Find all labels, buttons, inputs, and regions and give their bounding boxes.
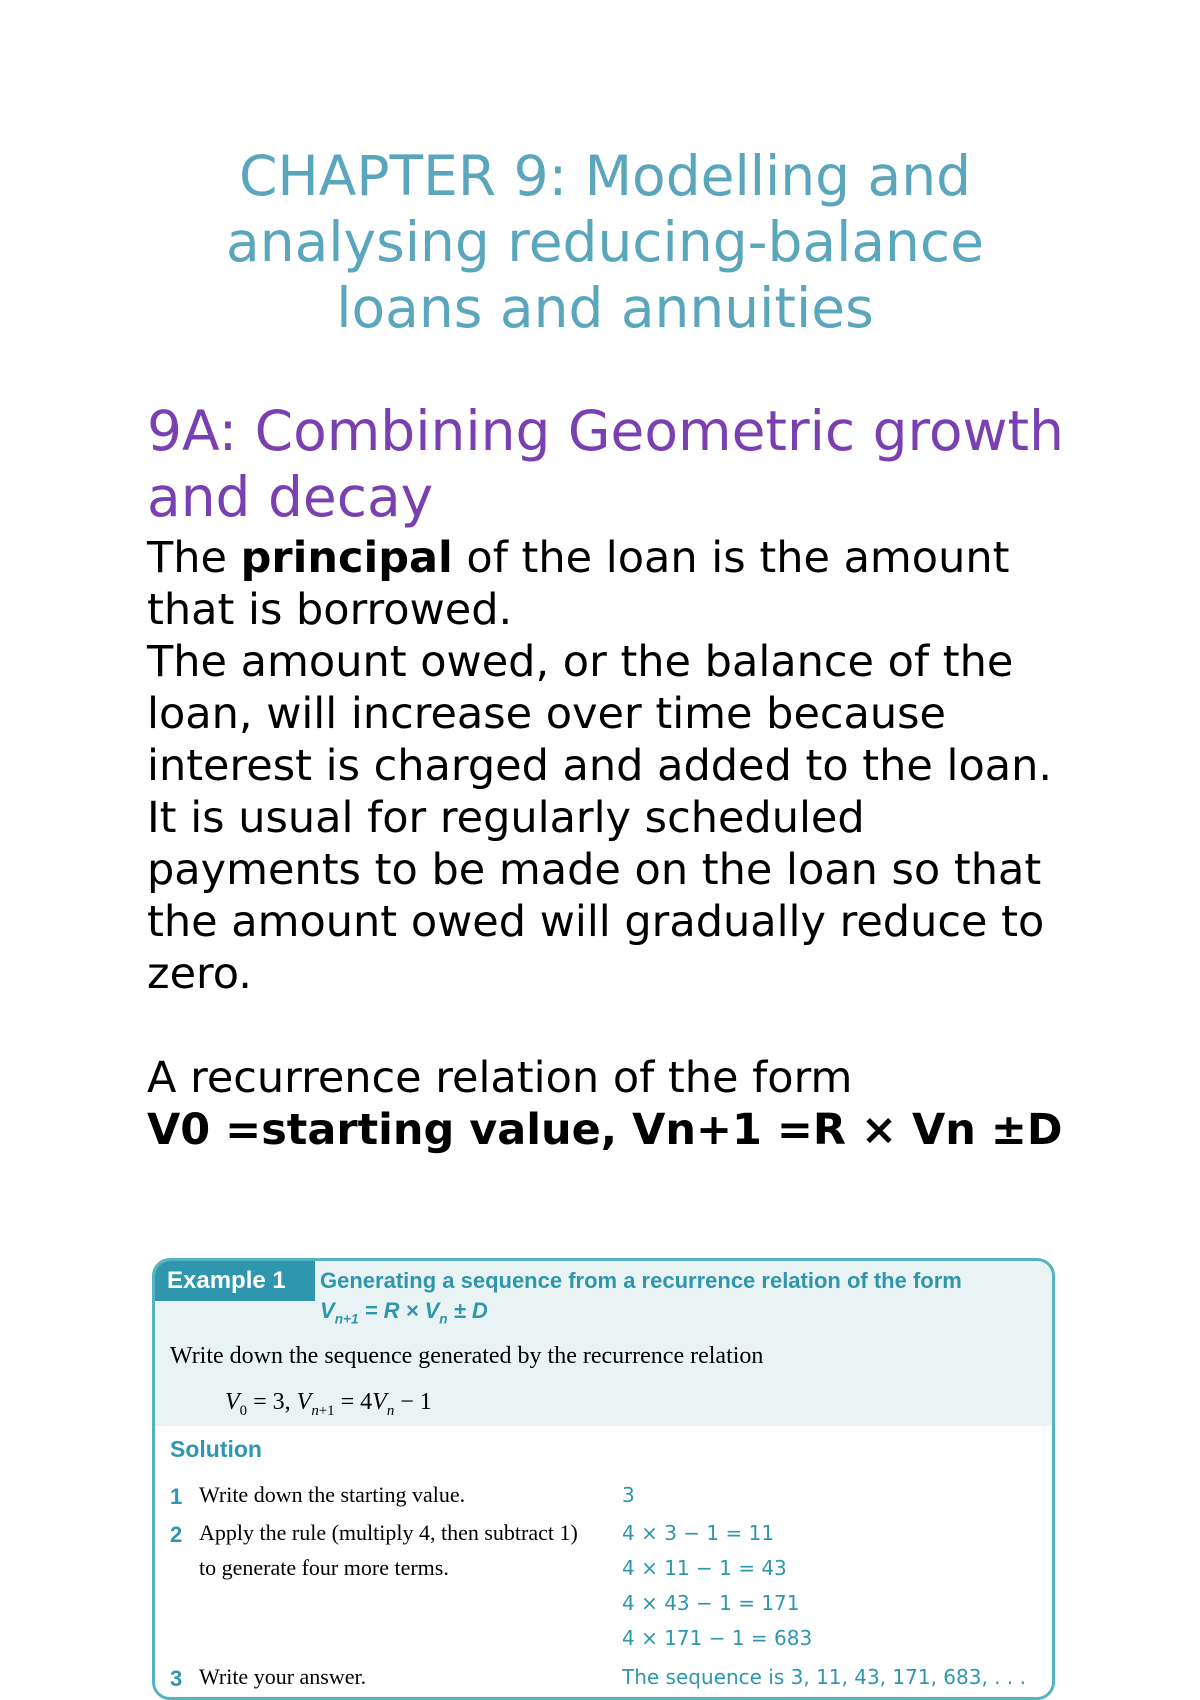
chapter-title: CHAPTER 9: Modelling and analysing reducing-balance loans and annuities — [226, 144, 984, 340]
example-box — [152, 1258, 1055, 1700]
principal-term: principal — [240, 533, 453, 583]
step-number: 3 — [170, 1666, 183, 1691]
example-relation: $V_0 = 3$, $V_{n+1} = 4V_n - 1$ — [225, 1389, 432, 1419]
step-text: Write your answer. — [199, 1664, 367, 1689]
work-line: 4 × 171 − 1 = 683 — [622, 1626, 813, 1650]
example-question: Write down the sequence generated by the recurrence relation — [170, 1343, 764, 1369]
paragraph-balance: The amount owed, or the balance of the loan, will increase over time because interest is charged and added to the loan. — [147, 637, 1053, 791]
text-fragment: The — [147, 533, 241, 583]
step-text: Write down the starting value. — [199, 1482, 466, 1507]
example-title — [320, 1266, 962, 1334]
paragraph-payments: It is usual for regularly scheduled payments to be made on the loan so that the amount owed will gradually reduce to zero. — [147, 793, 1045, 999]
section-title: 9A: Combining Geometric growth and decay — [147, 399, 1064, 529]
body-text — [147, 532, 1077, 1156]
step-number: 1 — [170, 1484, 183, 1509]
spacer — [147, 1000, 1077, 1052]
paragraph-principal — [147, 532, 1077, 636]
recurrence-formula: V0 =starting value, Vn+1 =R × Vn ±D — [147, 1105, 1063, 1155]
text-fragment: of the loan is the amount that is borrowed. — [147, 533, 1010, 635]
example-header — [155, 1261, 1052, 1426]
work-start: 3 — [622, 1483, 635, 1507]
work-line: 4 × 11 − 1 = 43 — [622, 1556, 787, 1580]
step-text: Apply the rule (multiply 4, then subtract 1) to generate four more terms. — [199, 1520, 578, 1580]
example-badge: Example 1 — [155, 1261, 315, 1301]
work-answer: The sequence is 3, 11, 43, 171, 683, . . . — [622, 1665, 1026, 1689]
example-title-formula: $V_{n+1} = R \times V_n \pm D$ — [320, 1298, 488, 1327]
example-title-text: Generating a sequence from a recurrence relation of the form — [320, 1268, 962, 1293]
solution-heading: Solution — [170, 1436, 262, 1462]
paragraph-recurrence: A recurrence relation of the form — [147, 1053, 853, 1103]
work-line: 4 × 43 − 1 = 171 — [622, 1591, 800, 1615]
step-number: 2 — [170, 1522, 183, 1547]
work-line: 4 × 3 − 1 = 11 — [622, 1521, 775, 1545]
